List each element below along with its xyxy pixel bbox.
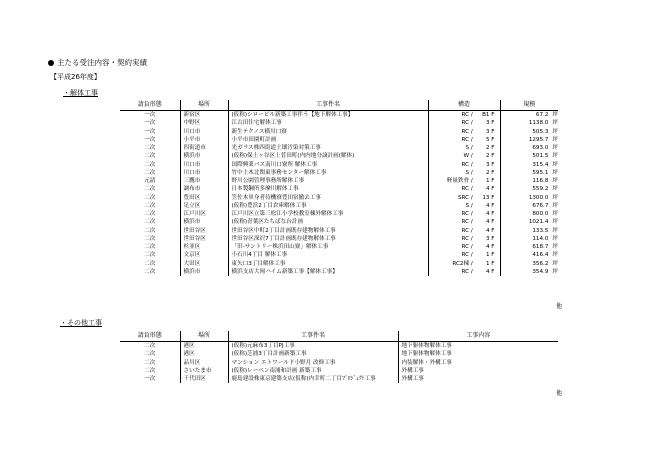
structure-type: S — [465, 202, 470, 209]
project-name-cell: 小石川4丁目 解体工事 — [228, 251, 428, 259]
contract-type-cell: 二次 — [144, 235, 156, 242]
floors: 2 F — [485, 145, 495, 151]
place-cell: 港区 — [180, 342, 228, 351]
project-name-cell: 国際興業バス南川口寮所 解体工事 — [228, 161, 428, 169]
size-value: 1021.4 — [528, 219, 549, 226]
contract-type-cell: 二次 — [144, 252, 156, 259]
size-cell — [500, 169, 558, 177]
size-cell — [500, 210, 558, 218]
floors: 2 F — [485, 153, 495, 160]
size-unit: 坪 — [552, 194, 558, 201]
structure-type: SRC — [457, 194, 470, 201]
size-unit: 坪 — [552, 268, 558, 275]
structure-cell — [428, 268, 500, 276]
place-cell: 世田谷区 — [180, 235, 228, 243]
contract-type-cell: 二次 — [144, 161, 156, 168]
project-name-cell: 新生テクノス横川口寮 — [228, 128, 428, 136]
structure-type: RC — [461, 219, 470, 226]
structure-type: RC — [461, 128, 470, 135]
size-unit: 坪 — [552, 252, 558, 259]
size-unit: 坪 — [552, 186, 558, 193]
contract-type-cell: 二次 — [144, 145, 156, 151]
structure-cell — [428, 136, 500, 144]
table-row — [120, 177, 558, 185]
contract-type-cell: 二次 — [144, 351, 156, 358]
work-content-cell: 外構工事 — [398, 367, 558, 375]
structure-type: S — [465, 145, 470, 151]
size-cell — [500, 152, 558, 160]
size-unit: 坪 — [552, 178, 558, 184]
separator: / — [469, 252, 475, 259]
table-row — [120, 161, 558, 169]
demolition-header-row — [120, 100, 558, 111]
work-content-cell: 地下躯体物解体工事 — [398, 350, 558, 358]
size-value: 416.4 — [532, 252, 549, 259]
size-unit: 坪 — [552, 227, 558, 234]
contract-type-cell: 二次 — [144, 153, 156, 160]
size-unit: 坪 — [552, 235, 558, 242]
project-name-cell: 江古田住宅解体工事 — [228, 119, 428, 127]
table-row — [120, 243, 558, 251]
structure-cell — [428, 218, 500, 226]
project-name-cell: (仮称)シローピル新築工事伴う【地下解体工事】 — [228, 111, 428, 120]
floors: 3 F — [485, 128, 495, 135]
size-unit: 坪 — [552, 260, 558, 267]
separator: / — [469, 161, 475, 168]
floors: 4 F — [485, 211, 495, 217]
size-cell — [500, 161, 558, 169]
size-unit: 坪 — [552, 202, 558, 209]
table-row — [120, 128, 558, 136]
place-cell: さいたま市 — [180, 367, 228, 375]
floors: 2 F — [485, 169, 495, 176]
size-unit: 坪 — [552, 128, 558, 135]
project-name-cell: (仮称)芝浦3丁目計画新築工事 — [228, 350, 398, 358]
other-works-table — [120, 331, 558, 383]
separator: / — [469, 260, 475, 267]
structure-cell — [428, 177, 500, 185]
col-header-structure: 構造 — [428, 100, 500, 111]
separator: / — [469, 186, 475, 193]
col-header-place: 場所 — [180, 100, 228, 111]
size-value: 133.5 — [532, 227, 549, 234]
structure-type: S — [465, 169, 470, 176]
title-bullet-icon — [48, 60, 54, 66]
structure-cell — [428, 152, 500, 160]
floors: 3 F — [485, 120, 495, 127]
other-works-heading: ・その他工事 — [60, 319, 102, 327]
other-works-other-label: 他 — [556, 390, 563, 397]
separator: / — [469, 145, 475, 151]
size-cell — [500, 177, 558, 185]
size-value: 693.0 — [532, 145, 549, 151]
contract-type-cell: 二次 — [144, 343, 156, 349]
contract-type-cell: 一次 — [144, 136, 156, 143]
size-value: 800.0 — [532, 211, 549, 217]
structure-type: RC — [461, 227, 470, 234]
table-row — [120, 152, 558, 160]
separator: / — [469, 244, 475, 250]
size-value: 1295.7 — [528, 136, 549, 143]
table-row — [120, 194, 558, 202]
col-header-project-name: 工事件名 — [228, 331, 398, 342]
size-cell — [500, 202, 558, 210]
table-row — [120, 235, 558, 243]
contract-type-cell: 二次 — [144, 367, 156, 374]
table-row — [120, 227, 558, 235]
table-row — [120, 119, 558, 127]
project-name-cell: 竹中土木北関東事務センター解体工事 — [228, 169, 428, 177]
separator: / — [469, 194, 475, 201]
table-row — [120, 342, 558, 351]
size-value: 116.8 — [532, 178, 549, 184]
size-value: 595.1 — [532, 169, 549, 176]
structure-type: RC — [461, 186, 470, 193]
size-value: 501.5 — [532, 153, 549, 160]
size-cell — [500, 243, 558, 251]
table-row — [120, 169, 558, 177]
contract-type-cell: 一次 — [144, 128, 156, 135]
structure-type: RC — [461, 211, 470, 217]
size-value: 67.2 — [535, 112, 549, 118]
structure-type: RC — [461, 161, 470, 168]
contract-type-cell: 二次 — [144, 194, 156, 201]
size-unit: 坪 — [552, 161, 558, 168]
floors: 4 F — [485, 186, 495, 193]
table-row — [120, 359, 558, 367]
table-row — [120, 210, 558, 218]
demolition-heading: ・解体工事 — [63, 89, 98, 97]
place-cell: 新宿区 — [180, 111, 228, 120]
place-cell: 川口市 — [180, 161, 228, 169]
project-name-cell: 世田谷区深沢7丁目計画既存建物解体工事 — [228, 235, 428, 243]
separator: / — [469, 219, 475, 226]
project-name-cell: 江戸川区立第三松江小学校教室棟外解体工事 — [228, 210, 428, 218]
size-value: 676.7 — [532, 202, 549, 209]
contract-type-cell: 二次 — [144, 227, 156, 234]
contract-type-cell: 二次 — [144, 268, 156, 275]
structure-cell — [428, 144, 500, 152]
contract-type-cell: 一次 — [144, 376, 156, 382]
floors: 1 F — [485, 178, 495, 184]
separator: / — [469, 169, 475, 176]
table-row — [120, 350, 558, 358]
size-unit: 坪 — [552, 145, 558, 151]
page-title: 主たる受注内容・契約実績 — [57, 58, 147, 67]
place-cell: 豊田区 — [180, 194, 228, 202]
structure-type: RC — [461, 235, 470, 242]
floors: 4 F — [485, 227, 495, 234]
separator: / — [469, 153, 475, 160]
structure-type: RC — [461, 244, 470, 250]
size-unit: 坪 — [552, 120, 558, 127]
place-cell: 川口市 — [180, 128, 228, 136]
size-cell — [500, 119, 558, 127]
separator: / — [469, 112, 475, 118]
table-row — [120, 218, 558, 226]
contract-type-cell: 二次 — [144, 359, 156, 366]
structure-cell — [428, 235, 500, 243]
table-row — [120, 251, 558, 259]
structure-cell — [428, 111, 500, 120]
size-unit: 坪 — [552, 219, 558, 226]
size-value: 1300.0 — [528, 194, 549, 201]
table-row — [120, 185, 558, 193]
col-header-place: 場所 — [180, 331, 228, 342]
contract-type-cell: 二次 — [144, 244, 156, 250]
separator: / — [469, 202, 475, 209]
demolition-other-label: 他 — [556, 303, 563, 310]
contract-type-cell: 一次 — [144, 112, 156, 118]
floors: 4 F — [485, 219, 495, 226]
size-value: 315.4 — [532, 161, 549, 168]
structure-cell — [428, 251, 500, 259]
size-value: 354.9 — [532, 268, 549, 275]
project-name-cell: マンション エトワールド小野月 改修工事 — [228, 359, 398, 367]
work-content-cell: 地下躯体物解体工事 — [398, 342, 558, 351]
floors: 1 F — [485, 260, 495, 267]
floors: 3 F — [485, 235, 495, 242]
project-name-cell: 「旧-サントリー株浜田山寮」解体工事 — [228, 243, 428, 251]
contract-type-cell: 一次 — [144, 120, 156, 127]
size-cell — [500, 218, 558, 226]
size-unit: 坪 — [552, 112, 558, 118]
floors: 13 F — [482, 194, 495, 201]
floors: 4 F — [485, 268, 495, 275]
col-header-work-content: 工事内容 — [398, 331, 558, 342]
size-cell — [500, 235, 558, 243]
separator: / — [469, 178, 475, 184]
size-unit: 坪 — [552, 136, 558, 143]
size-cell — [500, 185, 558, 193]
size-unit: 坪 — [552, 169, 558, 176]
col-header-size: 規模 — [500, 100, 558, 111]
structure-cell — [428, 210, 500, 218]
place-cell: 四街道市 — [180, 144, 228, 152]
contract-type-cell: 二次 — [144, 211, 156, 217]
project-name-cell: 横浜支店大岡ハイム新築工事【解体工事】 — [228, 268, 428, 276]
project-name-cell: 東矢口3丁目解体工事 — [228, 260, 428, 268]
structure-cell — [428, 185, 500, 193]
project-name-cell: (仮称)元麻布3丁目PJ工事 — [228, 342, 398, 351]
structure-cell — [428, 161, 500, 169]
size-cell — [500, 128, 558, 136]
project-name-cell: (仮称)青葉区たちばな台計画 — [228, 218, 428, 226]
separator: / — [469, 128, 475, 135]
place-cell: 品川区 — [180, 359, 228, 367]
project-name-cell: 鹿島建設株東京建築支店(仮称)内幸町二丁目ﾌﾟﾛｼﾞｪｸﾄ工事 — [228, 375, 398, 383]
structure-cell — [428, 227, 500, 235]
place-cell: 足立区 — [180, 202, 228, 210]
size-value: 114.0 — [532, 235, 549, 242]
floors: 4 F — [485, 244, 495, 250]
size-cell — [500, 136, 558, 144]
separator: / — [469, 235, 475, 242]
size-cell — [500, 194, 558, 202]
size-cell — [500, 227, 558, 235]
size-unit: 坪 — [552, 211, 558, 217]
place-cell: 大田区 — [180, 260, 228, 268]
table-row — [120, 367, 558, 375]
size-value: 505.3 — [532, 128, 549, 135]
table-row — [120, 111, 558, 120]
contract-type-cell: 二次 — [144, 202, 156, 209]
project-name-cell: 日本製鋼所多摩川解体工事 — [228, 185, 428, 193]
structure-type: RC — [461, 120, 470, 127]
place-cell: 杉並区 — [180, 243, 228, 251]
work-content-cell: 外構工事 — [398, 375, 558, 383]
contract-type-cell: 二次 — [144, 260, 156, 267]
separator: / — [469, 268, 475, 275]
demolition-table — [120, 100, 558, 276]
structure-type: RC2棟 — [452, 260, 470, 267]
other-works-header-row — [120, 331, 558, 342]
size-unit: 坪 — [552, 153, 558, 160]
place-cell: 小平市 — [180, 136, 228, 144]
structure-type: RC — [461, 252, 470, 259]
project-name-cell: 笠佐木単身者待機寮豊田宿撤去工事 — [228, 194, 428, 202]
project-name-cell: (仮称)レーベン南浦和計画 新築工事 — [228, 367, 398, 375]
place-cell: 横浜市 — [180, 218, 228, 226]
contract-type-cell: 二次 — [144, 186, 156, 193]
floors: B1 F — [482, 112, 495, 118]
place-cell: 中野区 — [180, 119, 228, 127]
place-cell: 世田谷区 — [180, 227, 228, 235]
place-cell: 三鷹市 — [180, 177, 228, 185]
project-name-cell: 野川公園管理事務所解体工事 — [228, 177, 428, 185]
floors: 3 F — [485, 161, 495, 168]
structure-cell — [428, 128, 500, 136]
table-row — [120, 144, 558, 152]
contract-type-cell: 二次 — [144, 169, 156, 176]
table-row — [120, 136, 558, 144]
size-value: 1138.0 — [528, 120, 549, 127]
place-cell: 横浜市 — [180, 152, 228, 160]
col-header-project-name: 工事件名 — [228, 100, 428, 111]
table-row — [120, 260, 558, 268]
size-cell — [500, 268, 558, 276]
place-cell: 文京区 — [180, 251, 228, 259]
col-header-contract-type: 請負形態 — [120, 100, 180, 111]
contract-type-cell: 二次 — [144, 219, 156, 226]
size-value: 356.2 — [532, 260, 549, 267]
structure-type: 軽量鉄骨 — [446, 178, 470, 184]
structure-type: RC — [461, 268, 470, 275]
structure-cell — [428, 260, 500, 268]
project-name-cell: 光ガラス株四街道土壌汚染対策工事 — [228, 144, 428, 152]
project-name-cell: 小平市田園町計画 — [228, 136, 428, 144]
size-cell — [500, 251, 558, 259]
table-row — [120, 202, 558, 210]
place-cell: 江戸川区 — [180, 210, 228, 218]
structure-type: RC — [461, 136, 470, 143]
structure-cell — [428, 243, 500, 251]
contract-type-cell: 元請 — [144, 178, 156, 184]
separator: / — [469, 136, 475, 143]
place-cell: 川口市 — [180, 169, 228, 177]
size-cell — [500, 111, 558, 120]
separator: / — [469, 227, 475, 234]
floors: 4 F — [485, 202, 495, 209]
place-cell: 千代田区 — [180, 375, 228, 383]
separator: / — [469, 211, 475, 217]
structure-cell — [428, 119, 500, 127]
place-cell: 調布市 — [180, 185, 228, 193]
table-row — [120, 268, 558, 276]
size-value: 618.7 — [532, 244, 549, 250]
structure-type: W — [463, 153, 470, 160]
col-header-contract-type: 請負形態 — [120, 331, 180, 342]
separator: / — [469, 120, 475, 127]
year-label: 【平成26年度】 — [50, 73, 101, 81]
floors: 1 F — [485, 252, 495, 259]
project-name-cell: (仮称)保土ヶ谷区上菅田町(内内地分譲計画(解体) — [228, 152, 428, 160]
structure-cell — [428, 202, 500, 210]
structure-cell — [428, 194, 500, 202]
structure-type: RC — [461, 112, 470, 118]
size-cell — [500, 144, 558, 152]
place-cell: 港区 — [180, 350, 228, 358]
size-unit: 坪 — [552, 244, 558, 250]
structure-cell — [428, 169, 500, 177]
project-name-cell: 世田谷区中町2丁目計画既存建物解体工事 — [228, 227, 428, 235]
size-value: 559.2 — [532, 186, 549, 193]
place-cell: 横浜市 — [180, 268, 228, 276]
work-content-cell: 内装解体・外構工事 — [398, 359, 558, 367]
floors: 5 F — [485, 136, 495, 143]
size-cell — [500, 260, 558, 268]
table-row — [120, 375, 558, 383]
project-name-cell: (仮称)豊浜2丁目倉庫解体工事 — [228, 202, 428, 210]
